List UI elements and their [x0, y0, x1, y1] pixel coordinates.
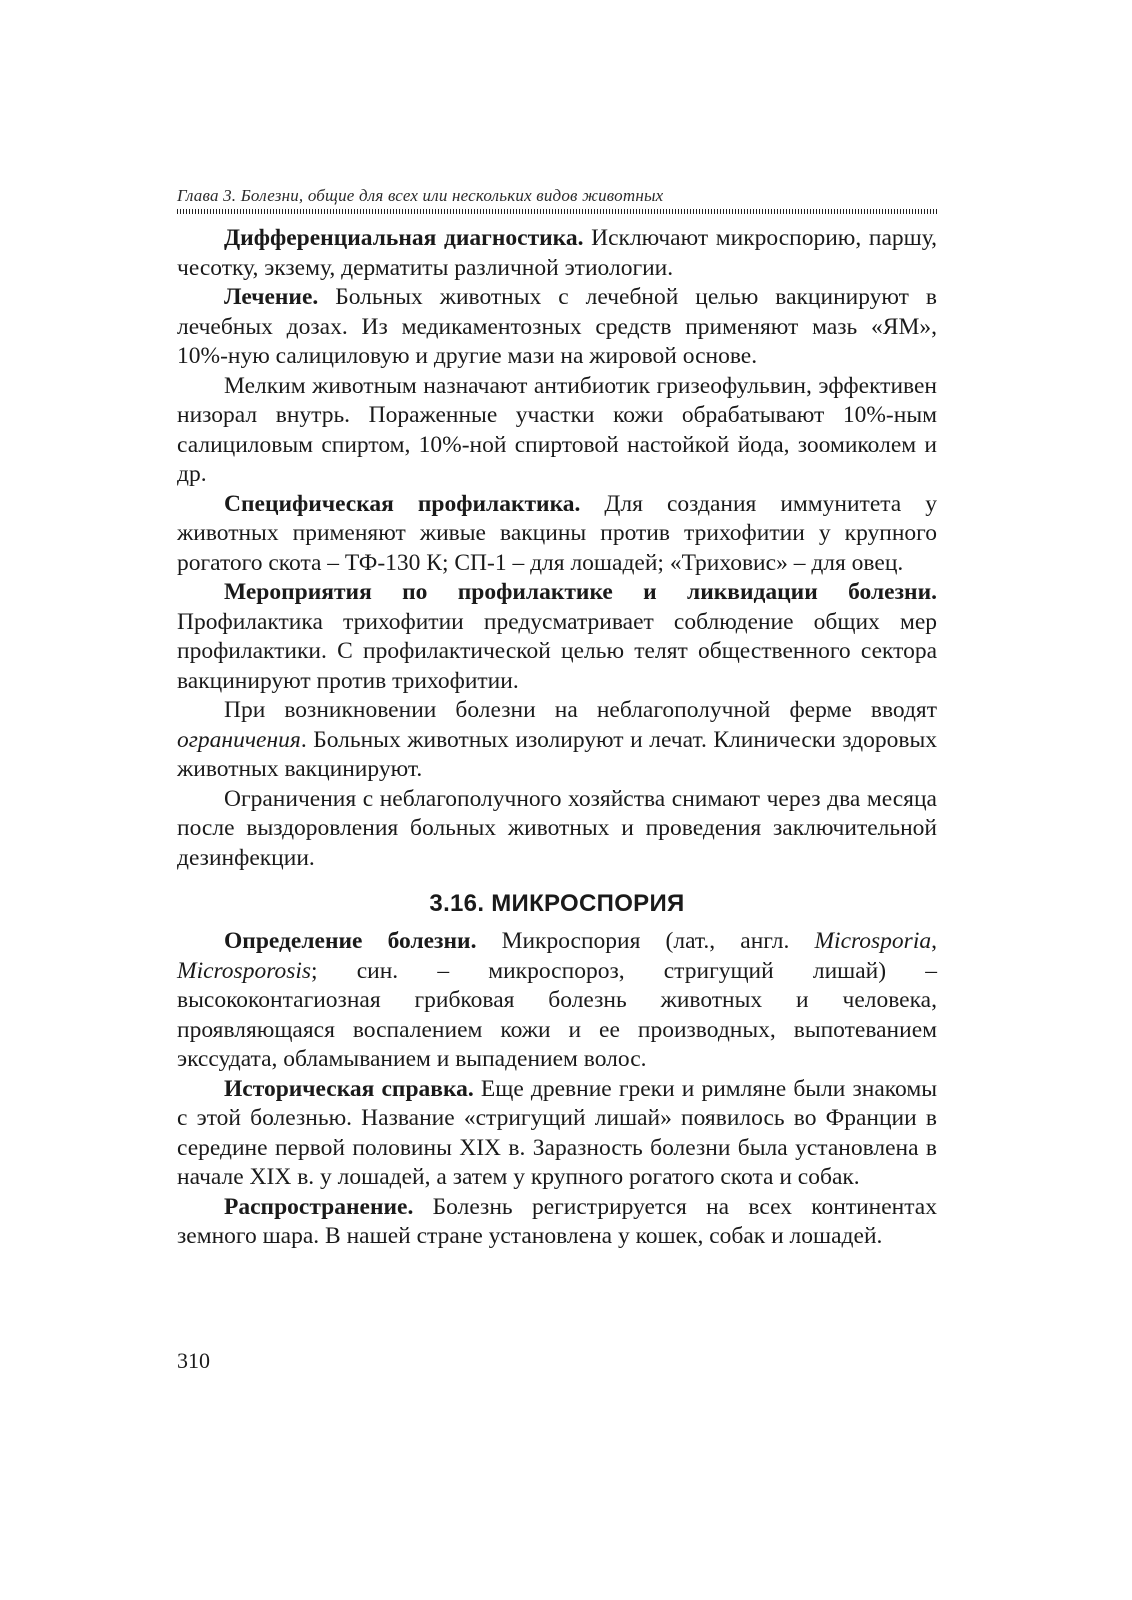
- paragraph-control-measures: [177, 578, 937, 696]
- paragraph-definition: [177, 927, 937, 1075]
- paragraph-small-animals: [177, 372, 937, 490]
- paragraph-text: Мелким животным назначают антибиотик гризеофульвин, эффективен низорал внутрь. Пораженные участки кожи обрабатывают 10%-ным салициловым спиртом, 10%-ной спиртовой настойкой йода, зоомиколем и др.: [177, 372, 937, 487]
- latin-term: Microsporia: [814, 928, 932, 954]
- paragraph-treatment: [177, 283, 937, 372]
- paragraph-text: . Больных животных изолируют и лечат. Клинически здоровых животных вакцинируют.: [177, 726, 937, 782]
- paragraph-text: ; син. – микроспороз, стригущий лишай) – высококонтагиозная грибковая болезнь животных и человека, проявляющаяся воспалением кожи и ее производных, выпотеванием экссудата, обламыванием и выпадением волос.: [177, 957, 937, 1072]
- page-number: 310: [177, 1348, 210, 1373]
- paragraph-restrictions: [177, 696, 937, 785]
- paragraph-text: Еще древние греки и римляне были знакомы с этой болезнью. Название «стригущий лишай» появилось во Франции в середине первой половины XIX в. Заразность болезни была установлена в начале XIX в. у лошадей, а затем у крупного рогатого скота и собак.: [177, 1075, 937, 1190]
- paragraph-lifting-restrictions: [177, 785, 937, 874]
- paragraph-text: Болезнь регистрируется на всех континентах земного шара. В нашей стране установлена у кошек, собак и лошадей.: [177, 1193, 937, 1249]
- paragraph-specific-prophylaxis: [177, 490, 937, 579]
- paragraph-lead: Дифференциальная диагностика.: [224, 225, 584, 251]
- paragraph-lead: Определение болезни.: [224, 928, 477, 954]
- paragraph-text: ,: [931, 928, 937, 954]
- paragraph-text: Ограничения с неблагополучного хозяйства снимают через два месяца после выздоровления больных животных и проведения заключительной дезинфекции.: [177, 785, 937, 871]
- paragraph-lead: Мероприятия по профилактике и ликвидации болезни.: [224, 579, 937, 605]
- paragraph-lead: Специфическая профилактика.: [224, 490, 581, 517]
- paragraph-differential-diagnosis: [177, 224, 937, 283]
- book-page: [177, 186, 937, 1252]
- paragraph-lead: Историческая справка.: [224, 1075, 474, 1102]
- paragraph-lead: Лечение.: [224, 284, 319, 310]
- body-text: [177, 224, 937, 1252]
- header-rule: [177, 209, 937, 214]
- paragraph-text: При возникновении болезни на неблагополучной ферме вводят: [224, 697, 937, 723]
- paragraph-text: Микроспория (лат., англ.: [476, 928, 815, 954]
- paragraph-history: [177, 1075, 937, 1193]
- paragraph-text: Профилактика трихофитии предусматривает соблюдение общих мер профилактики. С профилактической целью телят общественного сектора вакцинируют против трихофитии.: [177, 608, 937, 694]
- section-heading: 3.16. МИКРОСПОРИЯ: [429, 890, 685, 917]
- paragraph-text: Больных животных с лечебной целью вакцинируют в лечебных дозах. Из медикаментозных средств применяют мазь «ЯМ», 10%-ную салициловую и другие мази на жировой основе.: [177, 284, 937, 369]
- paragraph-distribution: [177, 1193, 937, 1252]
- paragraph-text: Исключают микроспорию, паршу, чесотку, экзему, дерматиты различной этиологии.: [177, 225, 937, 281]
- paragraph-emphasis: ограничения: [177, 726, 301, 753]
- paragraph-lead: Распространение.: [224, 1193, 414, 1220]
- latin-term: Microsporosis: [177, 957, 312, 984]
- running-head: Глава 3. Болезни, общие для всех или нескольких видов животных: [177, 186, 664, 205]
- paragraph-text: Для создания иммунитета у животных применяют живые вакцины против трихофитии у крупного рогатого скота – ТФ-130 К; СП-1 – для лошадей; «Триховис» – для овец.: [177, 490, 937, 576]
